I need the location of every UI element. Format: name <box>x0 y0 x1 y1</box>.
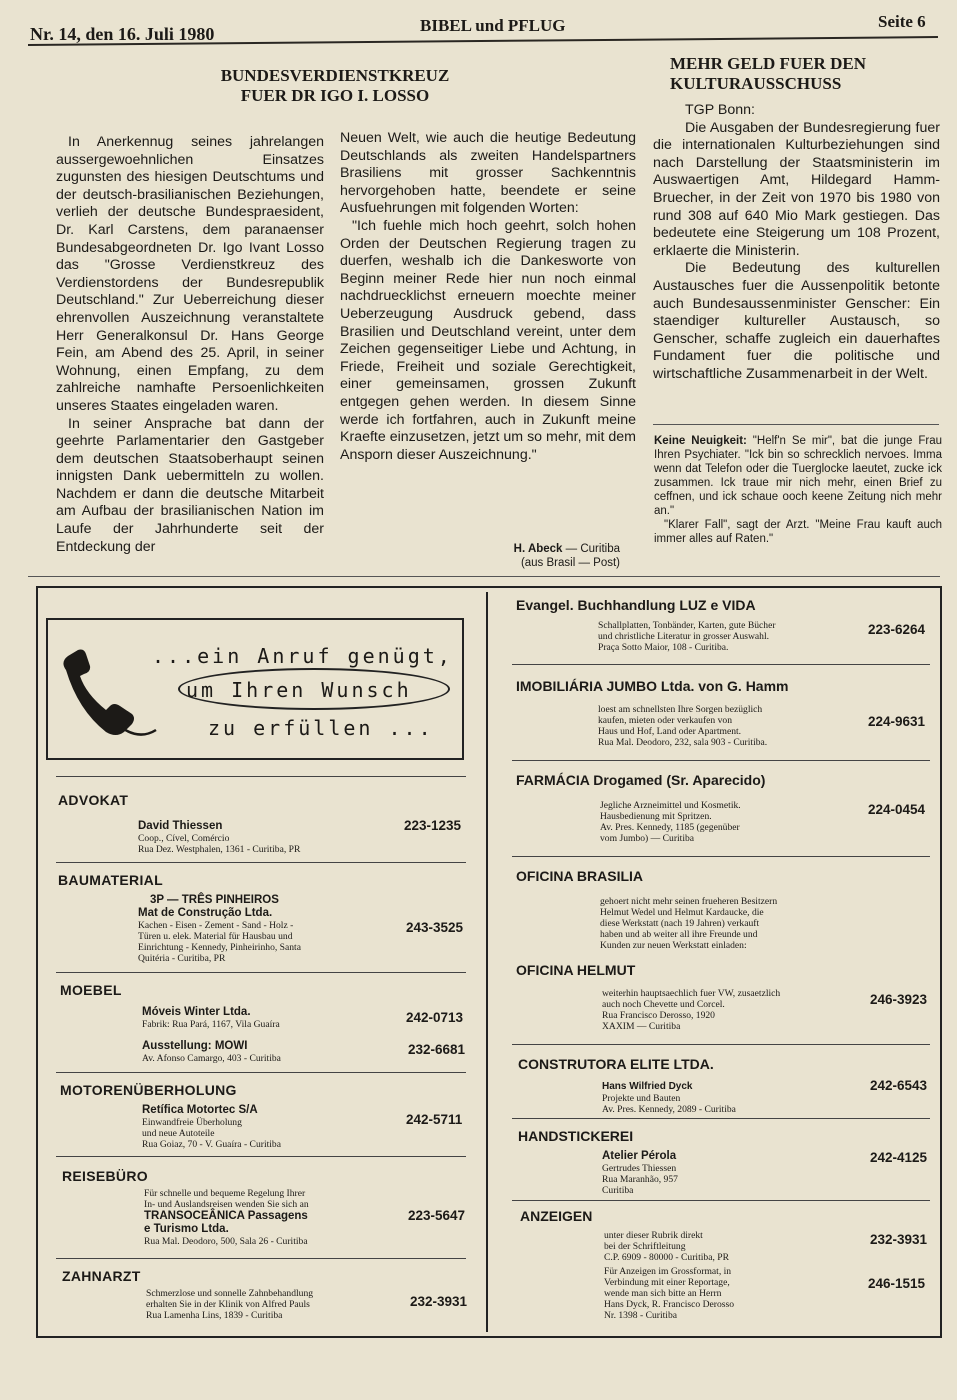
listing: David Thiessen Coop., Cível, Comércio Rua Dez. Westphalen, 1361 - Curitiba, PR <box>138 820 301 855</box>
article1-column-2: Neuen Welt, wie auch die heutige Bedeutung Deutschlands als zweiten Handelspartners Brasiliens mit grosser Sachkenntnis hervorgehoben hatte, beendete er seine Ausfuehrungen mit folgenden Worten: "Ich fuehle mich hoch geehrt, solch hohen Orden der Deutschen Regierung tragen zu duerfen, weshalb ich die Dankesworte von Beginn meiner Rede hier nun noch einmal nachdruecklichst erneuern moechte meiner Ueberzeugung Ausdruck gebend, dass Brasilien und Deutschland vereint, unter dem Zeichen gegenseitiger Liebe und Achtung, in Friede, Freiheit und soziale Gerechtigkeit, einer gemeinsamen, grossen Zukunft entgegen gehen werden. In diesem Sinne werde ich fortfahren, auch in Zukunft meine Kraefte einzusetzen, jetzt um so mehr, mit dem Ansporn dieser Auszeichnung." <box>340 130 636 463</box>
listing: Ausstellung: MOWI Av. Afonso Camargo, 403 - Curitiba <box>142 1040 281 1064</box>
phone-number: 224-9631 <box>868 714 926 729</box>
page-number: Seite 6 <box>878 12 926 31</box>
article1-headline: BUNDESVERDIENSTKREUZ FUER DR IGO I. LOSSO <box>220 66 450 105</box>
phone-number: 242-0713 <box>406 1010 464 1025</box>
article1-column-1: In Anerkennug seines jahrelangen aussergewoehnlichen Einsatzes zugunsten des hiesigen Deutschtums und der deutsch-brasilianischen Beziehungen, verlieh der deutsche Bundespraesident, Dr. Karl Carstens, dem paranaenser Bundesabgeordneten Dr. Igo Ivant Losso das "Grosse Verdienstkreuz des Verdienstordens der Bundesrepublik Deutschland." Zur Ueberreichung dieser ehrenvollen Auszeichnung veranstaltete Herr Generalkonsul Dr. Hans George Fein, am Abend des 25. April, in seiner Wohnung, einen Empfang, zu dem zahlreiche namhafte Persoenlichkeiten unseres Staates eingeladen waren. In seiner Ansprache bat dann der geehrte Parlamentarier den Gastgeber dem deutschen Staatsoberhaupt seinen innigsten Dank uebermitteln zu wollen. Nachdem er dann die deutsche Mitarbeit am Aufbau der brasilianischen Nation im Laufe der Jahrhunderte seit der Entdeckung der <box>56 134 324 555</box>
joke-box: Keine Neuigkeit: "Helf'n Se mir", bat die junge Frau Ihren Psychiater. "Ick bin so schrecklich nervoes. Imma wenn dat Telefon oder die Tuerglocke laeutet, zucke ick zusammen. Ick traue mir nich mehr, einen Brief zu ceffnen, und ick schaue ooch keene Zeitung nich mehr an." "Klarer Fall", sagt der Arzt. "Meine Frau kauft auch immer alles auf Raten." <box>654 435 942 545</box>
listing-title: OFICINA BRASILIA <box>516 868 644 884</box>
phone-number: 246-1515 <box>868 1276 926 1291</box>
listing-title: IMOBILIÁRIA JUMBO Ltda. von G. Hamm <box>516 678 789 694</box>
listing: Retífica Motortec S/A Einwandfreie Überholung und neue Autoteile Rua Goiaz, 70 - V. Guaíra - Curitiba <box>142 1104 281 1150</box>
listing: Móveis Winter Ltda. Fabrik: Rua Pará, 1167, Vila Guaíra <box>142 1006 280 1030</box>
category-motorenueberholung: MOTORENÜBERHOLUNG <box>60 1082 237 1098</box>
phone-number: 232-6681 <box>408 1042 466 1057</box>
category-advokat: ADVOKAT <box>58 792 129 808</box>
divider <box>28 576 940 577</box>
article2-headline: MEHR GELD FUER DEN KULTURAUSSCHUSS <box>670 54 866 93</box>
phone-number: 224-0454 <box>868 802 926 817</box>
listing-title: ANZEIGEN <box>520 1208 593 1224</box>
listing: Hans Wilfried Dyck Projekte und Bauten Av. Pres. Kennedy, 2089 - Curitiba <box>602 1081 736 1115</box>
listing: Schallplatten, Tonbänder, Karten, gute Bücher und christliche Literatur in grosser Auswahl. Praça Sotto Maior, 108 - Curitiba. <box>598 620 776 653</box>
phone-number: 242-4125 <box>870 1150 928 1165</box>
listing-title: FARMÁCIA Drogamed (Sr. Aparecido) <box>516 772 766 788</box>
telephone-icon <box>56 640 160 744</box>
category-moebel: MOEBEL <box>60 982 122 998</box>
listing: Atelier Pérola Gertrudes Thiessen Rua Maranhão, 957 Curitiba <box>602 1150 678 1196</box>
category-zahnarzt: ZAHNARZT <box>62 1268 141 1284</box>
article2-column: TGP Bonn: Die Ausgaben der Bundesregierung fuer die internationalen Kulturbeziehungen sind nach Darstellung der Staatsministerin im Auswaertigen Amt, Hildegard Hamm-Bruecher, in der Zeit von 1970 bis 1980 von rund 308 auf 640 Mio Mark gestiegen. Das bedeutete eine Steigerung um 108 Prozent, erklaerte die Ministerin. Die Bedeutung des kulturellen Austausches fuer die Aussenpolitik betonte auch Bundesaussenminister Genscher: Ein staendiger kultureller Austausch, so Genscher, schaffe zugleich ein dauerhaftes Fundament fuer die politische und wirtschaftliche Zusammenarbeit in der Welt. <box>653 102 940 382</box>
phone-number: 232-3931 <box>870 1232 928 1247</box>
article1-byline: H. Abeck — Curitiba (aus Brasil — Post) <box>513 543 620 569</box>
listing-title: Evangel. Buchhandlung LUZ e VIDA <box>516 597 756 613</box>
divider <box>653 424 939 425</box>
listing: weiterhin hauptsaechlich fuer VW, zusaetzlich auch noch Chevette und Corcel. Rua Francisco Derosso, 1920 XAXIM — Curitiba <box>602 988 781 1032</box>
listing: 3P — TRÊS PINHEIROS Mat de Construção Ltda. Kachen - Eisen - Zement - Sand - Holz - Türen u. elek. Material für Hausbau und Einrichtung - Kennedy, Pinheirinho, Santa Quitéria - Curitiba, PR <box>138 894 301 964</box>
phone-number: 223-6264 <box>868 622 926 637</box>
listing: Für schnelle und bequeme Regelung Ihrer In- und Auslandsreisen wenden Sie sich an TRANSOCEÂNICA Passagens e Turismo Ltda. Rua Mal. Deodoro, 500, Sala 26 - Curitiba <box>144 1188 309 1247</box>
phone-number: 223-5647 <box>408 1208 466 1223</box>
slogan-box: ...ein Anruf genügt, um Ihren Wunsch zu erfüllen ... <box>46 618 464 760</box>
listing: Jegliche Arzneimittel und Kosmetik. Hausbedienung mit Spritzen. Av. Pres. Kennedy, 1185 (gegenüber vom Jumbo) — Curitiba <box>600 800 741 844</box>
category-baumaterial: BAUMATERIAL <box>58 872 163 888</box>
listing: gehoert nicht mehr seinen frueheren Besitzern Helmut Wedel und Helmut Kardaucke, die diese Werkstatt (nach 19 Jahren) verkauft haben und ab weiter all ihre Freunde und Kunden zur neuen Werkstatt einladen: <box>600 896 778 951</box>
newspaper-title: BIBEL und PFLUG <box>420 16 566 35</box>
listing: Für Anzeigen im Grossformat, in Verbindung mit einer Reportage, wende man sich bitte an Herrn Hans Dyck, R. Francisco Derosso Nr. 1398 - Curitiba <box>604 1266 735 1321</box>
column-divider <box>486 592 488 1332</box>
listing: Schmerzlose und sonnelle Zahnbehandlung erhalten Sie in der Klinik von Alfred Pauls Rua Lamenha Lins, 1839 - Curitiba <box>146 1288 314 1321</box>
category-reisebuero: REISEBÜRO <box>62 1168 148 1184</box>
phone-number: 232-3931 <box>410 1294 468 1309</box>
listing: loest am schnellsten Ihre Sorgen bezüglich kaufen, mieten oder verkaufen von Haus und Hof, Land oder Apartment. Rua Mal. Deodoro, 232, sala 903 - Curitiba. <box>598 704 768 748</box>
listing: unter dieser Rubrik direkt bei der Schriftleitung C.P. 6909 - 80000 - Curitiba, PR <box>604 1230 729 1263</box>
phone-number: 242-5711 <box>406 1112 463 1127</box>
listing-title: CONSTRUTORA ELITE LTDA. <box>518 1056 714 1072</box>
phone-number: 246-3923 <box>870 992 928 1007</box>
phone-number: 243-3525 <box>406 920 464 935</box>
phone-number: 223-1235 <box>404 818 462 833</box>
listing-title: OFICINA HELMUT <box>516 962 636 978</box>
phone-number: 242-6543 <box>870 1078 928 1093</box>
listing-title: HANDSTICKEREI <box>518 1128 634 1144</box>
issue-date: Nr. 14, den 16. Juli 1980 <box>30 24 215 44</box>
